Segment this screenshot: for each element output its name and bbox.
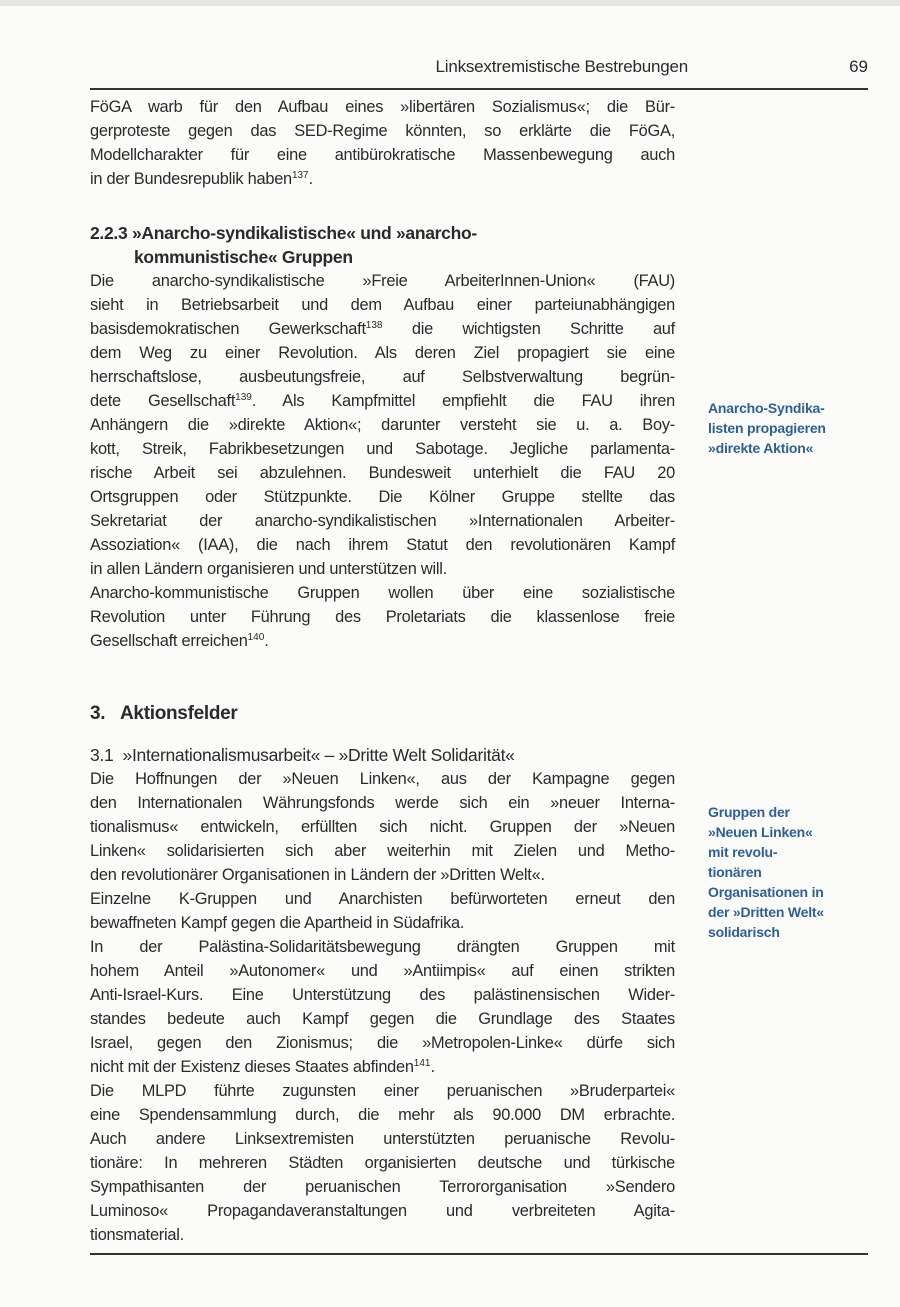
chapter-number: 3. [90, 703, 106, 724]
footer-rule [90, 1253, 868, 1255]
text-line: tionalismus« entwickeln, erfüllten sich nicht. Gruppen der »Neuen [90, 818, 675, 836]
page-top-edge [0, 0, 900, 6]
text-line: In der Palästina-Solidaritätsbewegung drängten Gruppen mit [90, 938, 675, 956]
text-segment: dete Gesellschaft [90, 392, 236, 410]
text-line: den Internationalen Währungsfonds werde sich ein »neuer Interna- [90, 794, 675, 812]
text-line: dem Weg zu einer Revolution. Als deren Ziel propagiert sie eine [90, 344, 675, 362]
margin-note-line: listen propagieren [708, 420, 826, 436]
header-rule [90, 88, 868, 90]
text-line [90, 167, 675, 191]
text-segment: nicht mit der Existenz dieses Staates abfinden [90, 1058, 414, 1076]
text-segment: . [264, 632, 269, 650]
text-line [90, 317, 675, 341]
text-line: Ortsgruppen oder Stützpunkte. Die Kölner Gruppe stellte das [90, 488, 675, 506]
margin-note-line: »direkte Aktion« [708, 440, 814, 456]
paragraph [90, 1079, 675, 1247]
text-line: Revolution unter Führung des Proletariats die klassenlose freie [90, 608, 675, 626]
text-line: sieht in Betriebsarbeit und dem Aufbau einer parteiunabhängigen [90, 296, 675, 314]
footnote-reference: 140 [247, 632, 265, 643]
text-line: Sympathisanten der peruanischen Terrororganisation »Sendero [90, 1178, 675, 1196]
text-line: FöGA warb für den Aufbau eines »libertären Sozialismus«; die Bür- [90, 98, 675, 116]
chapter-heading [90, 703, 675, 725]
margin-note-line: Organisationen in [708, 884, 824, 900]
text-line [90, 1055, 675, 1079]
text-line: Linken« solidarisierten sich aber weiterhin mit Zielen und Metho- [90, 842, 675, 860]
text-segment: in der Bundesrepublik haben [90, 170, 292, 188]
text-line: Die anarcho-syndikalistische »Freie ArbeiterInnen-Union« (FAU) [90, 272, 675, 290]
paragraph [90, 935, 675, 1079]
margin-note-line: »Neuen Linken« [708, 824, 813, 840]
paragraph [90, 887, 675, 935]
intro-paragraph [90, 95, 675, 191]
text-segment: Gesellschaft erreichen [90, 632, 248, 650]
text-line: rische Arbeit sei abzulehnen. Bundesweit unterhielt die FAU 20 [90, 464, 675, 482]
margin-note-line: der »Dritten Welt« [708, 904, 824, 920]
text-segment: basisdemokratischen Gewerkschaft [90, 320, 366, 338]
section-heading-line: 2.2.3 »Anarcho-syndikalistische« und »anarcho- [90, 223, 477, 243]
margin-note-line: Gruppen der [708, 804, 790, 820]
text-line [90, 389, 675, 413]
text-line: Die MLPD führte zugunsten einer peruanischen »Bruderpartei« [90, 1082, 675, 1100]
text-segment: . Als Kampfmittel empfiehlt die FAU ihren [251, 392, 675, 410]
text-line: eine Spendensammlung durch, die mehr als 90.000 DM erbrachte. [90, 1106, 675, 1124]
section-heading-line: kommunistische« Gruppen [134, 247, 353, 267]
text-line: kott, Streik, Fabrikbesetzungen und Sabotage. Jegliche parlamenta- [90, 440, 675, 458]
paragraph [90, 581, 675, 653]
text-line: Einzelne K-Gruppen und Anarchisten befürworteten erneut den [90, 890, 675, 908]
text-line: in allen Ländern organisieren und unterstützen will. [90, 560, 447, 578]
running-header-title: Linksextremistische Bestrebungen [435, 57, 688, 76]
text-segment: die wichtigsten Schritte auf [382, 320, 675, 338]
text-line: herrschaftslose, ausbeutungsfreie, auf Selbstverwaltung begrün- [90, 368, 675, 386]
text-line: Luminoso« Propagandaveranstaltungen und verbreiteten Agita- [90, 1202, 675, 1220]
text-line: Anhängern die »direkte Aktion«; darunter versteht sie u. a. Boy- [90, 416, 675, 434]
subsection-heading: 3.1 »Internationalismusarbeit« – »Dritte Welt Solidarität« [90, 745, 515, 765]
text-segment: . [308, 170, 313, 188]
paragraph [90, 269, 675, 581]
margin-note-line: mit revolu- [708, 844, 778, 860]
margin-note-line: solidarisch [708, 924, 780, 940]
section-3 [90, 703, 675, 1247]
margin-note [708, 398, 873, 458]
text-line: standes bedeute auch Kampf gegen die Grundlage des Staates [90, 1010, 675, 1028]
margin-note-line: tionären [708, 864, 762, 880]
text-line: Modellcharakter für eine antibürokratische Massenbewegung auch [90, 146, 675, 164]
text-line: Anarcho-kommunistische Gruppen wollen über eine sozialistische [90, 584, 675, 602]
text-line: Auch andere Linksextremisten unterstützten peruanische Revolu- [90, 1130, 675, 1148]
footnote-reference: 137 [291, 170, 309, 181]
margin-note [708, 802, 873, 942]
text-line: Assoziation« (IAA), die nach ihrem Statut den revolutionären Kampf [90, 536, 675, 554]
page-number: 69 [849, 57, 868, 76]
text-segment: . [430, 1058, 435, 1076]
text-line: tionsmaterial. [90, 1226, 184, 1244]
text-line: bewaffneten Kampf gegen die Apartheid in Südafrika. [90, 914, 465, 932]
text-line: Die Hoffnungen der »Neuen Linken«, aus der Kampagne gegen [90, 770, 675, 788]
footnote-reference: 138 [365, 320, 383, 331]
text-line: den revolutionärer Organisationen in Ländern der »Dritten Welt«. [90, 866, 545, 884]
paragraph [90, 767, 675, 887]
text-line: Anti-Israel-Kurs. Eine Unterstützung des palästinensischen Wider- [90, 986, 675, 1004]
text-line [90, 629, 675, 653]
text-line: Israel, gegen den Zionismus; die »Metropolen-Linke« dürfe sich [90, 1034, 675, 1052]
footnote-reference: 139 [235, 392, 252, 403]
chapter-title: Aktionsfelder [120, 703, 238, 724]
section-2-2-3 [90, 221, 675, 653]
footnote-reference: 141 [413, 1058, 431, 1069]
text-line: hohem Anteil »Autonomer« und »Antiimpis« auf einen strikten [90, 962, 675, 980]
margin-note-line: Anarcho-Syndika- [708, 400, 825, 416]
text-line: gerproteste gegen das SED-Regime könnten, so erklärte die FöGA, [90, 122, 675, 140]
text-line: tionäre: In mehreren Städten organisierten deutsche und türkische [90, 1154, 675, 1172]
text-line: Sekretariat der anarcho-syndikalistischen »Internationalen Arbeiter- [90, 512, 675, 530]
